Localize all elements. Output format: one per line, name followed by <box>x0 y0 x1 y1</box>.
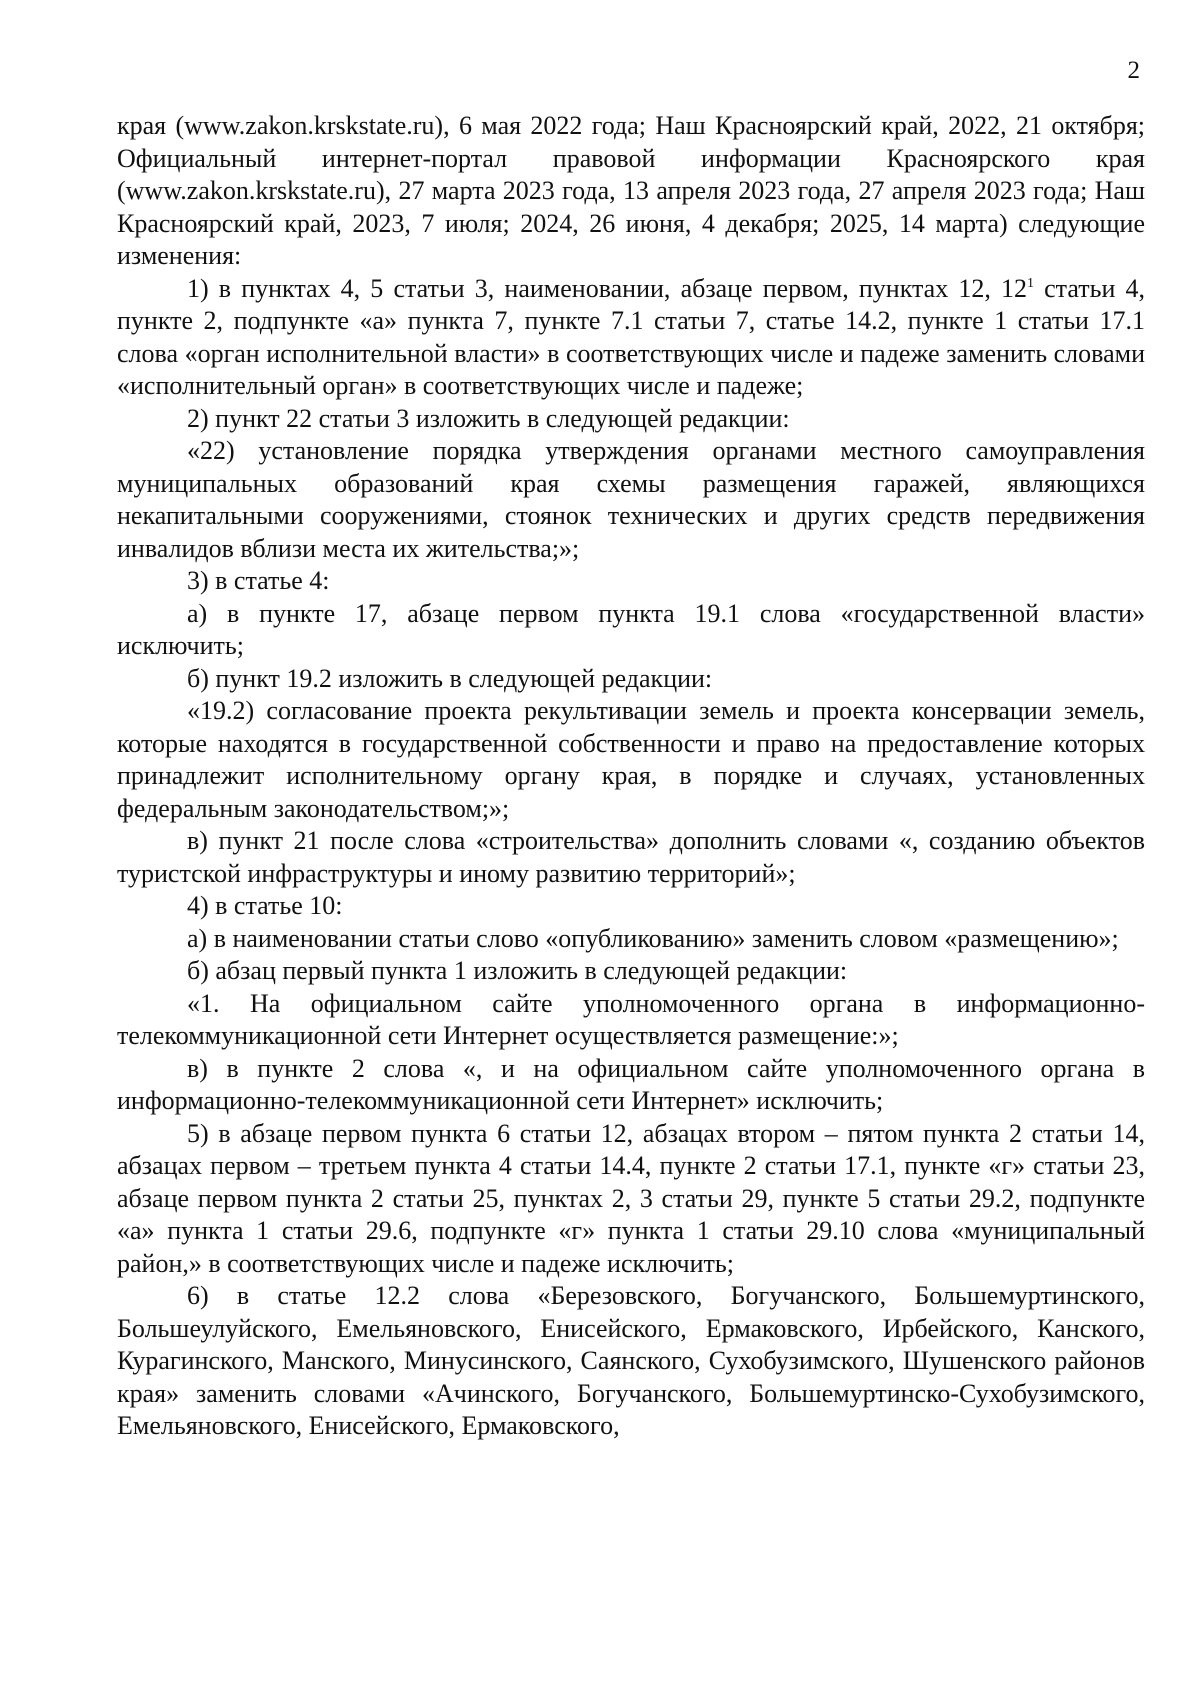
superscript: 1 <box>1027 275 1034 291</box>
document-body <box>117 110 1145 1443</box>
paragraph-item-4a: а) в наименовании статьи слово «опубликованию» заменить словом «размещению»; <box>187 923 1119 953</box>
paragraph-item-5: 5) в абзаце первом пункта 6 статьи 12, абзацах втором – пятом пункта 2 статьи 14, абзацах первом – третьем пункта 4 статьи 14.4, пункте 2 статьи 17.1, пункте «г» статьи 23, абзаце первом пункта 2 статьи 25, пунктах 2, 3 статьи 29, пункте 5 статьи 29.2, подпункте «а» пункта 1 статьи 29.6, подпункте «г» пункта 1 статьи 29.10 слова «муниципальный район,» в соответствующих числе и падеже исключить; <box>117 1118 1145 1278</box>
paragraph-item-4b: б) абзац первый пункта 1 изложить в следующей редакции: <box>187 956 848 985</box>
paragraph-intro: края (www.zakon.krskstate.ru), 6 мая 2022 года; Наш Красноярский край, 2022, 21 октября; Официальный интернет-портал правовой информации Красноярского края (www.zakon.krskstate.ru), 27 марта 2023 года, 13 апреля 2023 года, 27 апреля 2023 года; Наш Красноярский край, 2023, 7 июля; 2024, 26 июня, 4 декабря; 2025, 14 марта) следующие изменения: <box>117 111 1145 270</box>
paragraph-quote-22: «22) установление порядка утверждения органами местного самоуправления муниципальных образований края схемы размещения гаражей, являющихся некапитальными сооружениями, стоянок технических и других средств передвижения инвалидов вблизи места их жительства;»; <box>117 436 1145 563</box>
paragraph-item-3: 3) в статье 4: <box>187 566 330 595</box>
paragraph-quote-19-2: «19.2) согласование проекта рекультивации земель и проекта консервации земель, которые находятся в государственной собственности и право на предоставление которых принадлежит исполнительному органу края, в порядке и случаях, установленных федеральным законодательством;»; <box>117 696 1145 823</box>
paragraph-item-1-text-after: статьи 4, пункте 2, подпункте «а» пункта 7, пункте 7.1 статьи 7, статье 14.2, пункте 1 статьи 17.1 слова «орган исполнительной власти» в соответствующих числе и падеже заменить словами «исполнительный орган» в соответствующих числе и падеже; <box>117 273 1145 400</box>
paragraph-item-4: 4) в статье 10: <box>187 891 343 920</box>
paragraph-item-1-text-before: 1) в пунктах 4, 5 статьи 3, наименовании, абзаце первом, пунктах 12, 12 <box>187 273 1027 303</box>
paragraph-item-3a: а) в пункте 17, абзаце первом пункта 19.1 слова «государственной власти» исключить; <box>117 598 1145 660</box>
paragraph-quote-1: «1. На официальном сайте уполномоченного органа в информационно-телекоммуникационной сети Интернет осуществляется размещение:»; <box>117 988 1145 1050</box>
paragraph-item-6: 6) в статье 12.2 слова «Березовского, Богучанского, Большемуртинского, Большеулуйского, Емельяновского, Енисейского, Ермаковского, Ирбейского, Канского, Курагинского, Манского, Минусинского, Саянского, Сухобузимского, Шушенского районов края» заменить словами «Ачинского, Богучанского, Большемуртинско-Сухобузимского, Емельяновского, Енисейского, Ермаковского, <box>117 1281 1145 1440</box>
paragraph-item-3b: б) пункт 19.2 изложить в следующей редакции: <box>187 663 713 693</box>
paragraph-item-2: 2) пункт 22 статьи 3 изложить в следующей редакции: <box>187 403 790 433</box>
paragraph-item-1 <box>117 273 1145 403</box>
page-number: 2 <box>1127 57 1140 84</box>
paragraph-item-3v: в) пункт 21 после слова «строительства» дополнить словами «, созданию объектов туристской инфраструктуры и иному развитию территорий»; <box>117 826 1145 888</box>
paragraph-item-4v: в) в пункте 2 слова «, и на официальном сайте уполномоченного органа в информационно-телекоммуникационной сети Интернет» исключить; <box>117 1053 1145 1115</box>
